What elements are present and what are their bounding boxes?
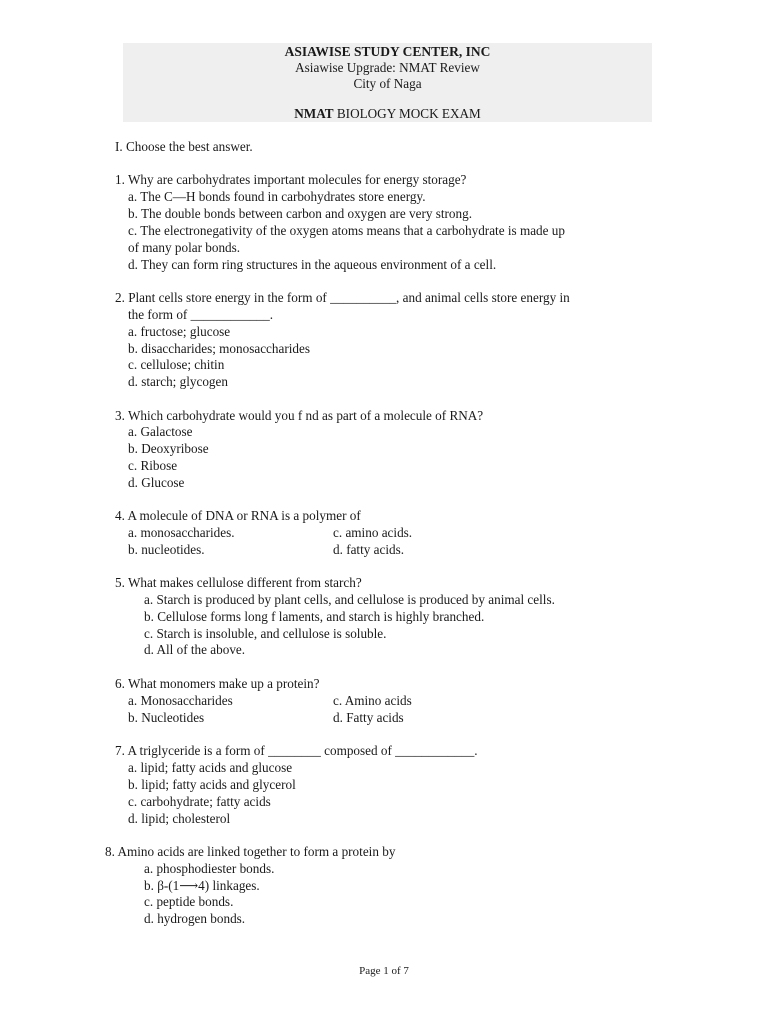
q3-choice-b: b. Deoxyribose bbox=[128, 441, 209, 456]
q6-choice-d: d. Fatty acids bbox=[333, 710, 404, 725]
page-number: Page 1 of 7 bbox=[359, 965, 409, 977]
q1-choice-a: a. The C—H bonds found in carbohydrates store energy. bbox=[128, 189, 426, 204]
q6-choice-c: c. Amino acids bbox=[333, 693, 412, 708]
q7-choice-d: d. lipid; cholesterol bbox=[128, 811, 231, 826]
q2-choice-b: b. disaccharides; monosaccharides bbox=[128, 341, 310, 356]
exam-header bbox=[123, 43, 652, 122]
exam-title-text: BIOLOGY MOCK EXAM bbox=[336, 106, 481, 121]
question-6: 6. What monomers make up a protein? bbox=[115, 676, 320, 691]
q4-choice-d: d. fatty acids. bbox=[333, 542, 405, 557]
q7-choice-a: a. lipid; fatty acids and glucose bbox=[128, 760, 293, 775]
q8-choice-b: b. β-(1⟶4) linkages. bbox=[144, 878, 260, 893]
q8-choice-a: a. phosphodiester bonds. bbox=[144, 861, 275, 876]
q2-choice-d: d. starch; glycogen bbox=[128, 374, 228, 389]
q3-choice-d: d. Glucose bbox=[128, 475, 185, 490]
q7-choice-b: b. lipid; fatty acids and glycerol bbox=[128, 777, 296, 792]
q1-choice-d: d. They can form ring structures in the aqueous environment of a cell. bbox=[128, 257, 497, 272]
question-4: 4. A molecule of DNA or RNA is a polymer of bbox=[115, 508, 361, 523]
question-8: 8. Amino acids are linked together to form a protein by bbox=[105, 844, 396, 859]
q4-choices-row-1 bbox=[128, 525, 528, 541]
exam-title bbox=[123, 106, 652, 122]
q6-choices-row-2 bbox=[128, 710, 528, 726]
q1-choice-c: c. The electronegativity of the oxygen atoms means that a carbohydrate is made up bbox=[128, 223, 565, 238]
question-2-continued: the form of ____________. bbox=[128, 307, 274, 322]
q6-choice-b: b. Nucleotides bbox=[128, 710, 205, 725]
q6-choices-row-1 bbox=[128, 693, 528, 709]
q5-choice-a: a. Starch is produced by plant cells, and cellulose is produced by animal cells. bbox=[144, 592, 555, 607]
question-5: 5. What makes cellulose different from starch? bbox=[115, 575, 362, 590]
q2-choice-a: a. fructose; glucose bbox=[128, 324, 231, 339]
q4-choice-c: c. amino acids. bbox=[333, 525, 413, 540]
q8-choice-c: c. peptide bonds. bbox=[144, 894, 234, 909]
q2-choice-c: c. cellulose; chitin bbox=[128, 357, 225, 372]
program-subtitle: Asiawise Upgrade: NMAT Review bbox=[295, 60, 480, 75]
q4-choice-b: b. nucleotides. bbox=[128, 542, 205, 557]
question-3: 3. Which carbohydrate would you f nd as part of a molecule of RNA? bbox=[115, 408, 484, 423]
q1-choice-c-continued: of many polar bonds. bbox=[128, 240, 241, 255]
q5-choice-b: b. Cellulose forms long f laments, and starch is highly branched. bbox=[144, 609, 485, 624]
q5-choice-d: d. All of the above. bbox=[144, 642, 246, 657]
q7-choice-c: c. carbohydrate; fatty acids bbox=[128, 794, 271, 809]
organization-name: ASIAWISE STUDY CENTER, INC bbox=[284, 44, 491, 59]
question-1: 1. Why are carbohydrates important molecules for energy storage? bbox=[115, 172, 467, 187]
q4-choices-row-2 bbox=[128, 542, 528, 558]
instruction: I. Choose the best answer. bbox=[115, 139, 253, 154]
q5-choice-c: c. Starch is insoluble, and cellulose is soluble. bbox=[144, 626, 387, 641]
q1-choice-b: b. The double bonds between carbon and oxygen are very strong. bbox=[128, 206, 472, 221]
question-2: 2. Plant cells store energy in the form of __________, and animal cells store energy in bbox=[115, 290, 570, 305]
q6-choice-a: a. Monosaccharides bbox=[128, 693, 233, 708]
exam-prefix: NMAT bbox=[294, 106, 334, 121]
q3-choice-c: c. Ribose bbox=[128, 458, 178, 473]
q3-choice-a: a. Galactose bbox=[128, 424, 193, 439]
question-7: 7. A triglyceride is a form of ________ composed of ____________. bbox=[115, 743, 478, 758]
q8-choice-d: d. hydrogen bonds. bbox=[144, 911, 246, 926]
q4-choice-a: a. monosaccharides. bbox=[128, 525, 235, 540]
city-label: City of Naga bbox=[353, 76, 422, 91]
